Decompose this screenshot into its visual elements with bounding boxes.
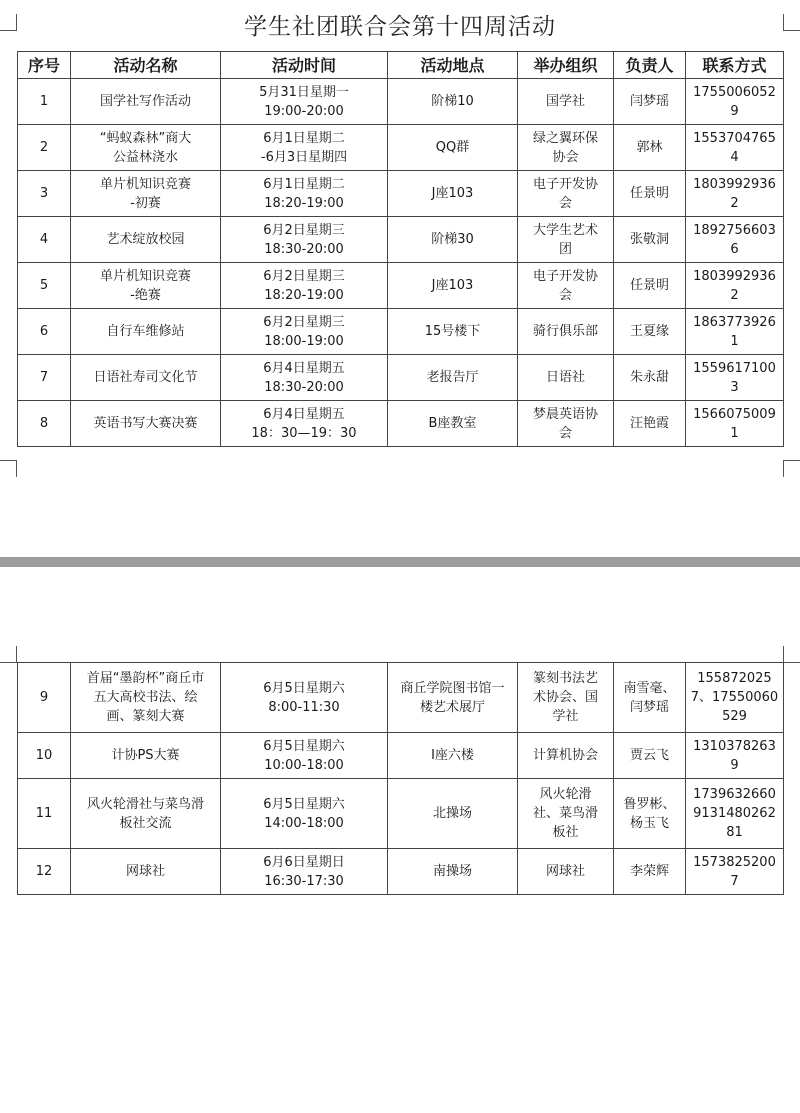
row-number: 2: [18, 125, 71, 171]
table-row: [18, 401, 784, 447]
contact-number: 18927566036: [686, 217, 784, 263]
organizer-line: 会: [558, 287, 572, 303]
table-row: [18, 309, 784, 355]
page-title: 学生社团联合会第十四周活动: [244, 14, 556, 40]
activity-time-line: 6月5日星期六: [263, 796, 345, 812]
organizer-line: 梦晨英语协: [532, 406, 598, 422]
organizer-line: 日语社: [545, 370, 585, 385]
activity-time-line: 18:30-20:00: [264, 241, 344, 257]
activity-name: [71, 779, 221, 849]
person-in-charge-line: 任景明: [629, 186, 669, 201]
table-row: [18, 849, 784, 895]
activity-name-line: 风火轮滑社与菜鸟滑: [86, 796, 204, 812]
activity-name: [71, 217, 221, 263]
contact-number: 17396326609131480262 81: [686, 779, 784, 849]
activity-name-line: 自行车维修站: [106, 324, 185, 339]
person-in-charge-line: 郭林: [636, 140, 663, 155]
activity-name: [71, 309, 221, 355]
organizer-line: 骑行俱乐部: [532, 324, 598, 339]
organizer: [518, 171, 614, 217]
organizer-line: 网球社: [545, 864, 585, 879]
row-number: 7: [18, 355, 71, 401]
activity-table: [17, 51, 784, 447]
table-header-row: [18, 52, 784, 79]
organizer-line: 板社: [552, 825, 579, 840]
crop-mark: [0, 14, 17, 31]
organizer-line: 电子开发协: [532, 268, 598, 284]
activity-name-line: 单片机知识竞赛: [99, 176, 191, 192]
organizer: [518, 355, 614, 401]
row-number: 8: [18, 401, 71, 447]
crop-mark: [783, 646, 800, 663]
activity-place: [388, 79, 518, 125]
organizer: [518, 779, 614, 849]
activity-name-line: 日语社寿司文化节: [93, 370, 198, 385]
row-number: 12: [18, 849, 71, 895]
organizer-line: 学社: [552, 709, 579, 724]
activity-place: [388, 779, 518, 849]
activity-name-line: 五大高校书法、绘: [93, 690, 198, 705]
organizer-line: 社、菜鸟滑: [532, 806, 598, 821]
table-row: [18, 779, 784, 849]
organizer: [518, 663, 614, 733]
activity-time: [221, 849, 388, 895]
activity-name-line: 计协PS大赛: [111, 748, 180, 763]
person-in-charge-line: 张敬洞: [629, 232, 669, 247]
contact-number: 17550060529: [686, 79, 784, 125]
activity-name-line: -绝赛: [130, 287, 161, 303]
activity-place-line: 楼艺术展厅: [419, 699, 485, 715]
activity-time: [221, 263, 388, 309]
activity-time: [221, 663, 388, 733]
activity-name-line: 板社交流: [119, 815, 172, 831]
organizer-line: 协会: [552, 149, 579, 165]
person-in-charge: [614, 401, 686, 447]
activity-place-line: 南操场: [432, 864, 472, 879]
contact-number: 15738252007: [686, 849, 784, 895]
activity-time: [221, 355, 388, 401]
contact-number: 15596171003: [686, 355, 784, 401]
activity-place: [388, 217, 518, 263]
organizer: [518, 79, 614, 125]
row-number: 10: [18, 733, 71, 779]
row-number: 11: [18, 779, 71, 849]
activity-place-line: J座103: [431, 186, 474, 201]
activity-time-line: 6月4日星期五: [263, 406, 345, 422]
person-in-charge-line: 李荣辉: [629, 864, 669, 879]
activity-time-line: 18:20-19:00: [264, 195, 344, 211]
person-in-charge-line: 朱永甜: [629, 370, 669, 385]
crop-mark: [0, 646, 17, 663]
organizer: [518, 217, 614, 263]
activity-time-line: 6月5日星期六: [263, 680, 345, 696]
activity-time: [221, 309, 388, 355]
organizer-line: 会: [558, 425, 572, 441]
activity-place-line: I座六楼: [431, 748, 474, 763]
organizer: [518, 309, 614, 355]
activity-name: [71, 663, 221, 733]
activity-time-line: 19:00-20:00: [264, 103, 344, 119]
header-cell: 联系方式: [686, 52, 784, 79]
row-number: 3: [18, 171, 71, 217]
row-number: 4: [18, 217, 71, 263]
activity-time-line: 6月4日星期五: [263, 360, 345, 376]
activity-time-line: 6月5日星期六: [263, 738, 345, 754]
organizer-line: 术协会、国: [532, 690, 598, 705]
activity-place-line: 阶梯10: [431, 94, 474, 109]
activity-place-line: 阶梯30: [431, 232, 474, 247]
activity-name: [71, 733, 221, 779]
activity-name: [71, 355, 221, 401]
activity-name-line: 国学社写作活动: [99, 94, 191, 109]
row-number: 5: [18, 263, 71, 309]
activity-time-line: 10:00-18:00: [264, 757, 344, 773]
activity-name: [71, 79, 221, 125]
crop-mark: [0, 460, 17, 477]
activity-place: [388, 263, 518, 309]
organizer-line: 计算机协会: [532, 748, 598, 763]
activity-time-line: 6月2日星期三: [263, 268, 345, 284]
person-in-charge: [614, 263, 686, 309]
table-row: [18, 263, 784, 309]
organizer: [518, 125, 614, 171]
header-cell: 举办组织: [518, 52, 614, 79]
activity-place-line: 商丘学院图书馆一: [400, 680, 505, 696]
contact-number: 13103782639: [686, 733, 784, 779]
activity-name-line: 英语书写大赛决赛: [93, 416, 198, 431]
organizer-line: 会: [558, 195, 572, 211]
person-in-charge: [614, 733, 686, 779]
activity-time: [221, 733, 388, 779]
activity-name-line: 艺术绽放校园: [106, 232, 185, 247]
activity-name: [71, 849, 221, 895]
person-in-charge: [614, 849, 686, 895]
activity-name: [71, 171, 221, 217]
organizer-line: 大学生艺术: [532, 222, 598, 238]
activity-place: [388, 849, 518, 895]
person-in-charge: [614, 171, 686, 217]
person-in-charge-line: 南雪毫、: [623, 680, 676, 696]
person-in-charge: [614, 779, 686, 849]
row-number: 1: [18, 79, 71, 125]
activity-name: [71, 125, 221, 171]
crop-mark: [783, 14, 800, 31]
activity-name: [71, 401, 221, 447]
crop-mark: [783, 460, 800, 477]
organizer-line: 团: [558, 241, 572, 257]
activity-name-line: 首届“墨韵杯”商丘市: [86, 671, 205, 686]
activity-place: [388, 663, 518, 733]
activity-time: [221, 79, 388, 125]
header-cell: 序号: [18, 52, 71, 79]
table-row: [18, 733, 784, 779]
activity-time-line: 18:20-19:00: [264, 287, 344, 303]
person-in-charge-line: 闫梦瑶: [629, 94, 669, 109]
person-in-charge: [614, 79, 686, 125]
organizer-line: 国学社: [545, 94, 585, 109]
activity-time: [221, 217, 388, 263]
activity-place: [388, 309, 518, 355]
activity-time-line: 6月1日星期二: [263, 130, 345, 146]
person-in-charge-line: 闫梦瑶: [629, 699, 669, 715]
person-in-charge-line: 王夏缘: [629, 324, 669, 339]
activity-time-line: 5月31日星期一: [259, 84, 349, 100]
contact-number: 15537047654: [686, 125, 784, 171]
activity-time-line: 14:00-18:00: [264, 815, 344, 831]
activity-time: [221, 401, 388, 447]
activity-time-line: -6月3日星期四: [260, 149, 348, 165]
activity-place: [388, 733, 518, 779]
person-in-charge-line: 杨玉飞: [629, 815, 669, 831]
row-number: 6: [18, 309, 71, 355]
person-in-charge: [614, 217, 686, 263]
activity-time: [221, 779, 388, 849]
activity-time-line: 6月2日星期三: [263, 314, 345, 330]
activity-time-line: 8:00-11:30: [268, 699, 340, 715]
organizer-line: 篆刻书法艺: [532, 671, 598, 686]
activity-time-line: 18：30—19：30: [251, 425, 357, 441]
activity-table-continued: [17, 662, 784, 895]
person-in-charge-line: 汪艳霞: [629, 416, 669, 431]
person-in-charge: [614, 309, 686, 355]
activity-place-line: 北操场: [432, 806, 472, 821]
organizer-line: 风火轮滑: [539, 787, 592, 802]
person-in-charge: [614, 355, 686, 401]
contact-number: 155872025 7、17550060 529: [686, 663, 784, 733]
organizer-line: 绿之翼环保: [532, 130, 598, 146]
header-cell: 活动时间: [221, 52, 388, 79]
activity-time-line: 6月6日星期日: [263, 854, 345, 870]
table-row: [18, 171, 784, 217]
header-cell: 负责人: [614, 52, 686, 79]
activity-name-line: 网球社: [125, 864, 165, 879]
activity-place-line: 老报告厅: [426, 370, 479, 385]
table-row: [18, 355, 784, 401]
activity-time: [221, 125, 388, 171]
table-row: [18, 125, 784, 171]
activity-time-line: 18:30-20:00: [264, 379, 344, 395]
contact-number: 18039929362: [686, 171, 784, 217]
person-in-charge: [614, 125, 686, 171]
activity-place: [388, 355, 518, 401]
activity-place-line: J座103: [431, 278, 474, 293]
activity-name: [71, 263, 221, 309]
contact-number: 18039929362: [686, 263, 784, 309]
page-separator: [0, 557, 800, 567]
contact-number: 15660750091: [686, 401, 784, 447]
activity-name-line: 公益林浇水: [112, 149, 178, 165]
activity-name-line: 画、篆刻大赛: [106, 709, 185, 724]
table-row: [18, 79, 784, 125]
activity-time-line: 18:00-19:00: [264, 333, 344, 349]
activity-place-line: B座教室: [428, 416, 477, 431]
activity-name-line: “蚂蚁森林”商大: [99, 130, 192, 146]
person-in-charge-line: 贾云飞: [629, 748, 669, 763]
activity-name-line: 单片机知识竞赛: [99, 268, 191, 284]
activity-time: [221, 171, 388, 217]
activity-place: [388, 171, 518, 217]
activity-place: [388, 401, 518, 447]
header-cell: 活动地点: [388, 52, 518, 79]
person-in-charge-line: 任景明: [629, 278, 669, 293]
activity-time-line: 16:30-17:30: [264, 873, 344, 889]
activity-place-line: 15号楼下: [424, 324, 481, 339]
activity-time-line: 6月2日星期三: [263, 222, 345, 238]
organizer: [518, 849, 614, 895]
table-row: [18, 217, 784, 263]
organizer: [518, 401, 614, 447]
row-number: 9: [18, 663, 71, 733]
contact-number: 18637739261: [686, 309, 784, 355]
organizer-line: 电子开发协: [532, 176, 598, 192]
header-cell: 活动名称: [71, 52, 221, 79]
activity-time-line: 6月1日星期二: [263, 176, 345, 192]
table-row: [18, 663, 784, 733]
activity-place-line: QQ群: [435, 140, 470, 155]
activity-name-line: -初赛: [130, 195, 161, 211]
organizer: [518, 733, 614, 779]
organizer: [518, 263, 614, 309]
person-in-charge: [614, 663, 686, 733]
person-in-charge-line: 鲁罗彬、: [623, 796, 676, 812]
activity-place: [388, 125, 518, 171]
